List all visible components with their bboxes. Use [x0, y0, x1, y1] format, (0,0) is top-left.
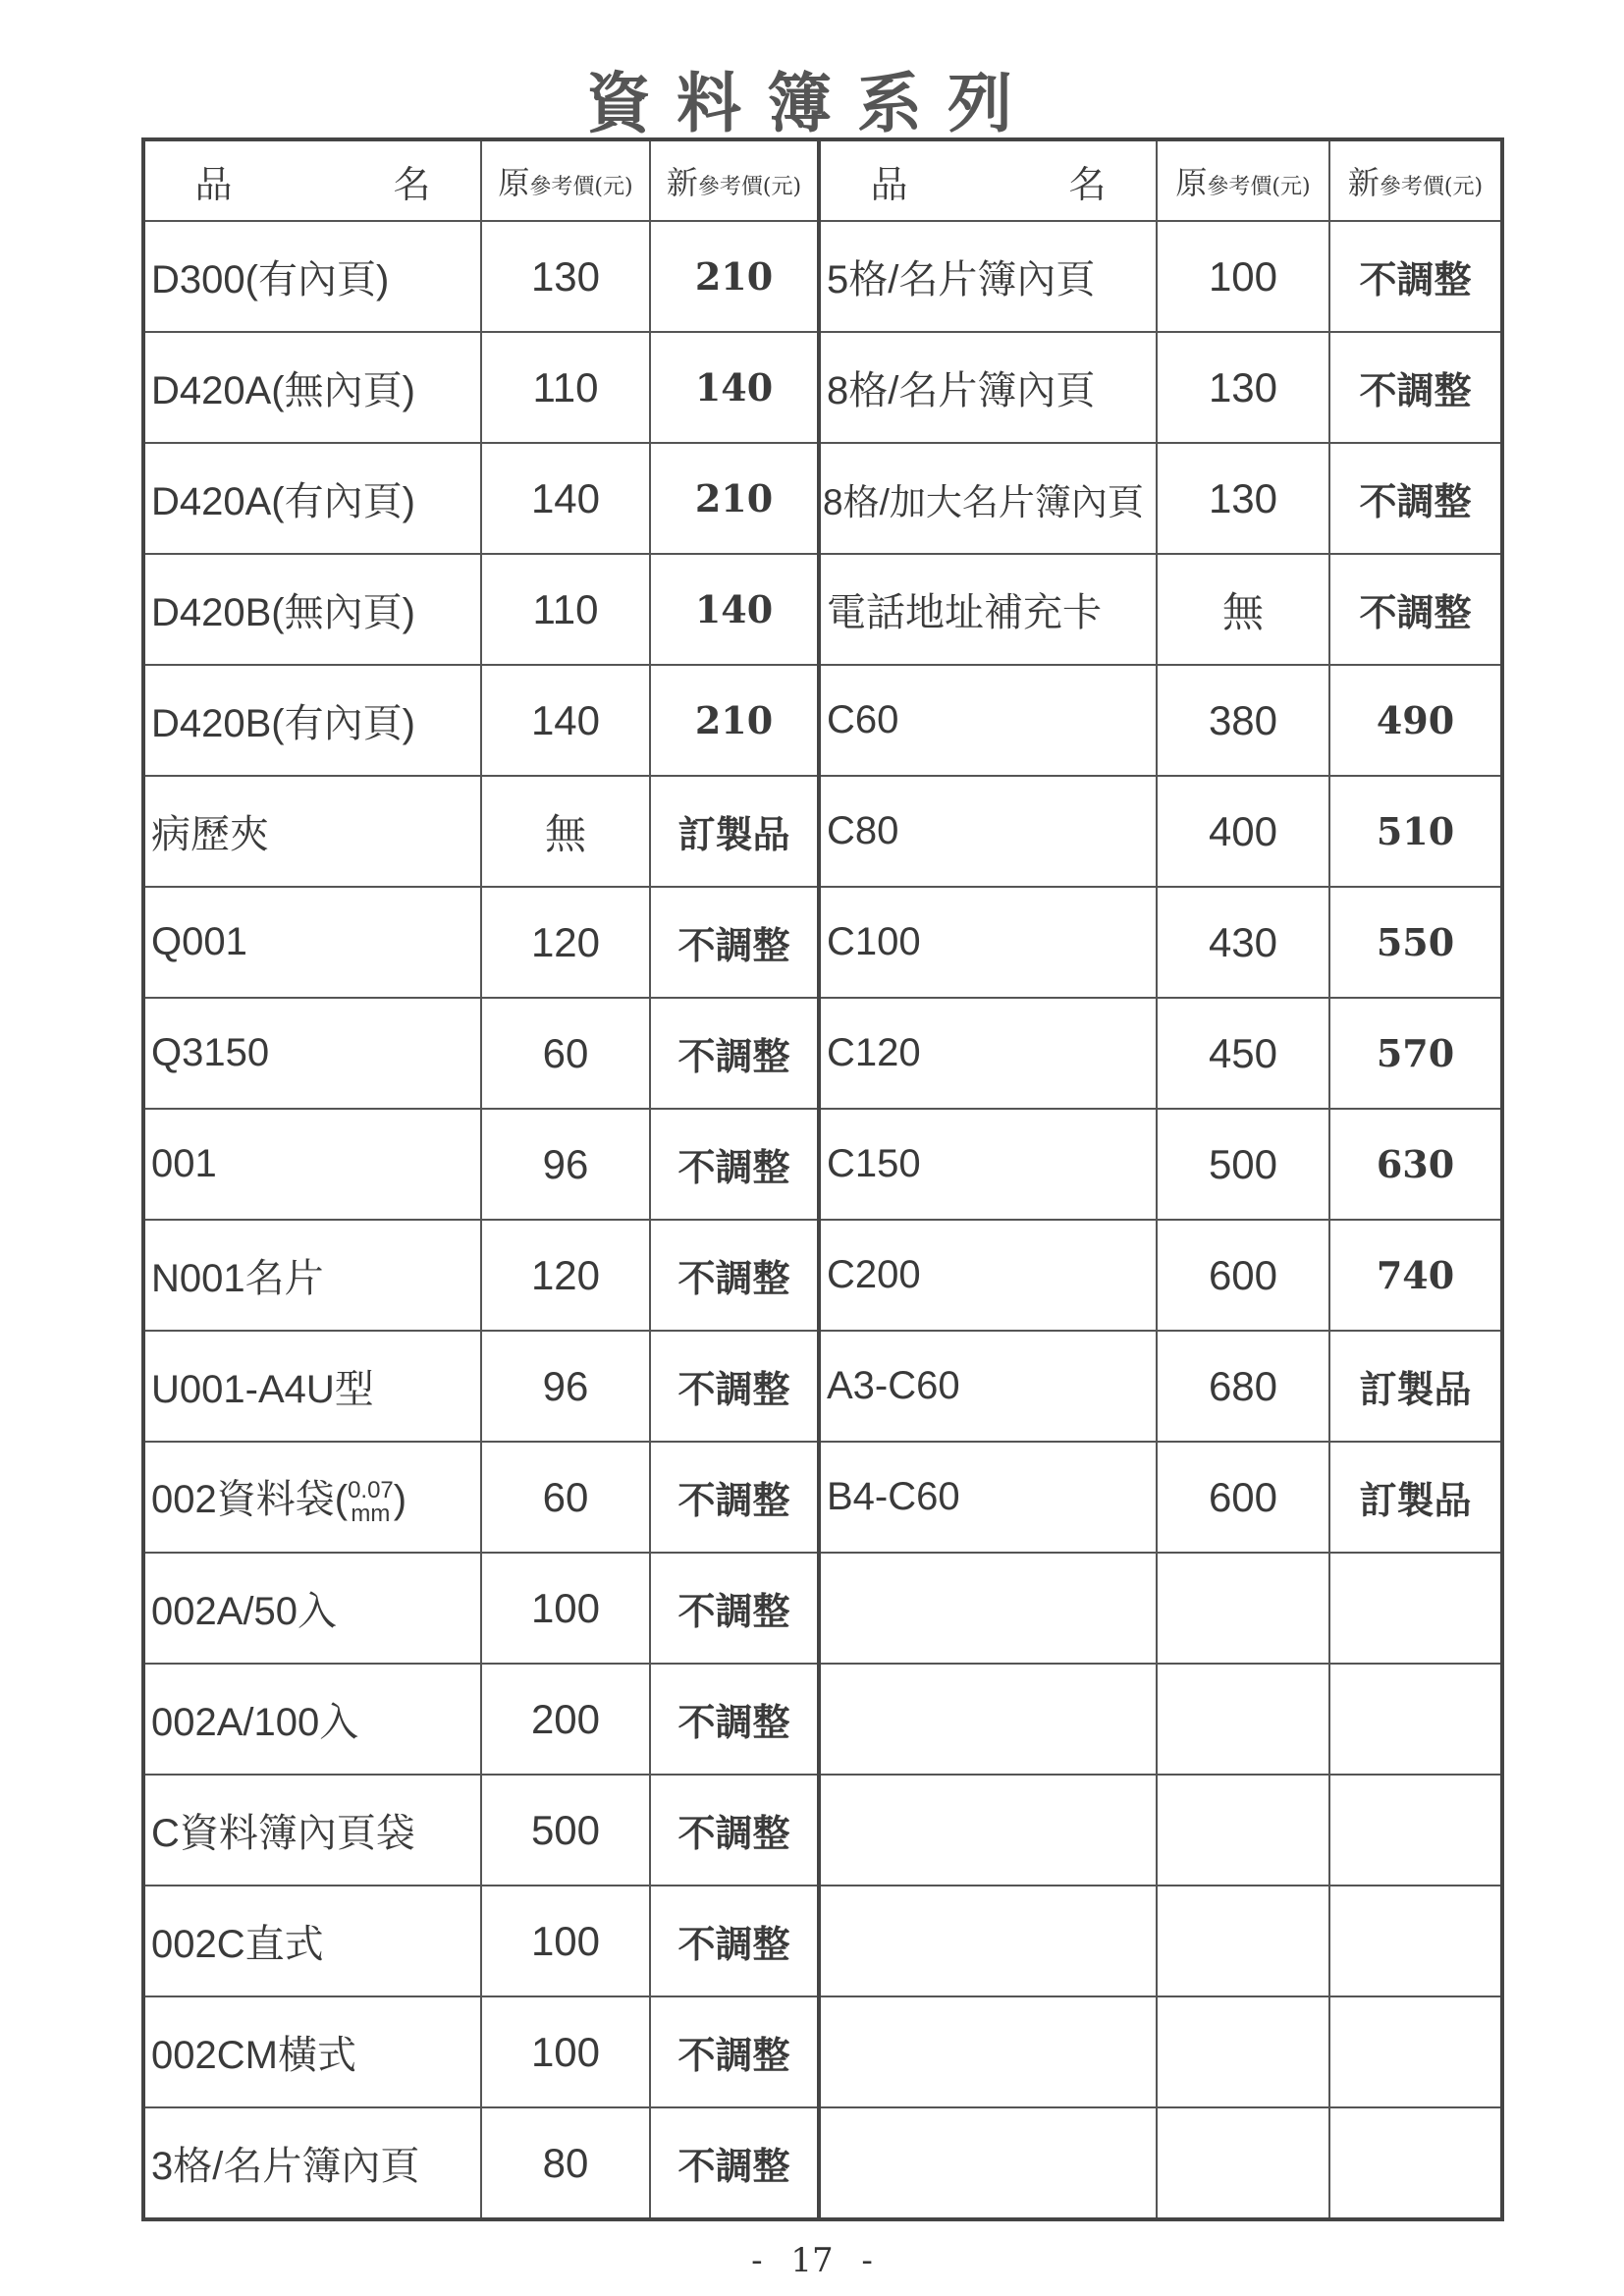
left-new-price: 不調整	[650, 1109, 819, 1220]
right-new-price: 630	[1329, 1109, 1502, 1220]
right-product-name: B4-C60	[819, 1442, 1157, 1553]
left-new-price: 210	[650, 443, 819, 554]
right-product-name	[819, 1886, 1157, 1996]
right-product-name	[819, 2107, 1157, 2219]
left-product-name: 002A/100入	[143, 1664, 481, 1775]
right-product-name: 5格/名片簿內頁	[819, 221, 1157, 332]
right-old-price: 450	[1157, 998, 1329, 1109]
right-new-price: 不調整	[1329, 221, 1502, 332]
left-product-name: 002A/50入	[143, 1553, 481, 1664]
right-new-price	[1329, 1664, 1502, 1775]
table-row	[143, 665, 1502, 776]
right-old-price: 600	[1157, 1220, 1329, 1331]
right-product-name	[819, 1664, 1157, 1775]
right-product-name	[819, 1775, 1157, 1886]
left-new-price: 140	[650, 332, 819, 443]
header-old-price-right: 原參考價(元)	[1157, 139, 1329, 221]
left-new-price: 不調整	[650, 1996, 819, 2107]
right-product-name: C60	[819, 665, 1157, 776]
left-old-price: 120	[481, 887, 650, 998]
right-product-name	[819, 1996, 1157, 2107]
left-product-name: Q3150	[143, 998, 481, 1109]
right-product-name: 電話地址補充卡	[819, 554, 1157, 665]
left-product-name: D420A(有內頁)	[143, 443, 481, 554]
left-old-price: 80	[481, 2107, 650, 2219]
table-row	[143, 554, 1502, 665]
left-product-name: D300(有內頁)	[143, 221, 481, 332]
right-old-price: 680	[1157, 1331, 1329, 1442]
left-old-price: 500	[481, 1775, 650, 1886]
left-old-price: 200	[481, 1664, 650, 1775]
left-product-name: D420B(無內頁)	[143, 554, 481, 665]
table-row	[143, 1996, 1502, 2107]
price-table	[141, 137, 1504, 2221]
left-new-price: 210	[650, 665, 819, 776]
right-product-name: 8格/加大名片簿內頁	[819, 443, 1157, 554]
left-old-price: 無	[481, 776, 650, 887]
right-new-price: 不調整	[1329, 443, 1502, 554]
left-old-price: 140	[481, 443, 650, 554]
right-new-price: 490	[1329, 665, 1502, 776]
left-old-price: 96	[481, 1109, 650, 1220]
left-old-price: 100	[481, 1886, 650, 1996]
right-new-price: 550	[1329, 887, 1502, 998]
left-product-name: D420B(有內頁)	[143, 665, 481, 776]
right-product-name: C200	[819, 1220, 1157, 1331]
header-name-right: 品 名	[819, 139, 1157, 221]
right-new-price: 740	[1329, 1220, 1502, 1331]
header-new-price-right: 新參考價(元)	[1329, 139, 1502, 221]
right-old-price	[1157, 1886, 1329, 1996]
left-product-name: D420A(無內頁)	[143, 332, 481, 443]
left-new-price: 不調整	[650, 2107, 819, 2219]
left-old-price: 96	[481, 1331, 650, 1442]
left-new-price: 不調整	[650, 1220, 819, 1331]
left-product-name: 002資料袋(0.07 mm)	[143, 1442, 481, 1553]
table-row	[143, 1553, 1502, 1664]
right-old-price: 無	[1157, 554, 1329, 665]
right-new-price	[1329, 1553, 1502, 1664]
right-old-price: 400	[1157, 776, 1329, 887]
right-product-name	[819, 1553, 1157, 1664]
right-old-price	[1157, 1664, 1329, 1775]
right-old-price: 500	[1157, 1109, 1329, 1220]
left-old-price: 100	[481, 1996, 650, 2107]
page-title: 資料簿系列	[586, 65, 1038, 141]
left-new-price: 不調整	[650, 998, 819, 1109]
left-old-price: 120	[481, 1220, 650, 1331]
left-old-price: 100	[481, 1553, 650, 1664]
table-row	[143, 1220, 1502, 1331]
left-product-name: U001-A4U型	[143, 1331, 481, 1442]
right-product-name: 8格/名片簿內頁	[819, 332, 1157, 443]
left-product-name: 002C直式	[143, 1886, 481, 1996]
table-row	[143, 776, 1502, 887]
right-old-price: 430	[1157, 887, 1329, 998]
right-new-price: 510	[1329, 776, 1502, 887]
table-row	[143, 1442, 1502, 1553]
page-number: - 17 -	[751, 2241, 873, 2280]
right-old-price: 130	[1157, 332, 1329, 443]
right-product-name: A3-C60	[819, 1331, 1157, 1442]
table-row	[143, 1664, 1502, 1775]
right-old-price	[1157, 1775, 1329, 1886]
right-old-price	[1157, 1996, 1329, 2107]
left-new-price: 不調整	[650, 1442, 819, 1553]
left-product-name: 001	[143, 1109, 481, 1220]
right-product-name: C80	[819, 776, 1157, 887]
table-row	[143, 887, 1502, 998]
header-new-price-left: 新參考價(元)	[650, 139, 819, 221]
right-new-price: 不調整	[1329, 332, 1502, 443]
left-product-name: Q001	[143, 887, 481, 998]
left-old-price: 140	[481, 665, 650, 776]
left-old-price: 60	[481, 998, 650, 1109]
left-new-price: 不調整	[650, 1553, 819, 1664]
table-header-row	[143, 139, 1502, 221]
table-row	[143, 2107, 1502, 2219]
left-new-price: 不調整	[650, 887, 819, 998]
right-old-price: 600	[1157, 1442, 1329, 1553]
left-product-name: C資料簿內頁袋	[143, 1775, 481, 1886]
left-product-name: N001名片	[143, 1220, 481, 1331]
header-old-price-left: 原參考價(元)	[481, 139, 650, 221]
left-new-price: 210	[650, 221, 819, 332]
table-row	[143, 998, 1502, 1109]
right-product-name: C100	[819, 887, 1157, 998]
right-new-price: 訂製品	[1329, 1331, 1502, 1442]
left-new-price: 不調整	[650, 1775, 819, 1886]
table-row	[143, 221, 1502, 332]
right-old-price: 100	[1157, 221, 1329, 332]
table-row	[143, 332, 1502, 443]
left-new-price: 140	[650, 554, 819, 665]
table-row	[143, 1331, 1502, 1442]
right-old-price	[1157, 2107, 1329, 2219]
left-old-price: 110	[481, 554, 650, 665]
left-product-name: 病歷夾	[143, 776, 481, 887]
left-product-name: 002CM橫式	[143, 1996, 481, 2107]
right-new-price	[1329, 1996, 1502, 2107]
left-product-name: 3格/名片簿內頁	[143, 2107, 481, 2219]
right-new-price: 570	[1329, 998, 1502, 1109]
table-row	[143, 1886, 1502, 1996]
right-old-price	[1157, 1553, 1329, 1664]
right-new-price: 不調整	[1329, 554, 1502, 665]
left-new-price: 訂製品	[650, 776, 819, 887]
left-old-price: 110	[481, 332, 650, 443]
right-new-price: 訂製品	[1329, 1442, 1502, 1553]
table-row	[143, 1109, 1502, 1220]
right-new-price	[1329, 1886, 1502, 1996]
left-old-price: 60	[481, 1442, 650, 1553]
right-new-price	[1329, 1775, 1502, 1886]
right-product-name: C150	[819, 1109, 1157, 1220]
left-new-price: 不調整	[650, 1664, 819, 1775]
left-new-price: 不調整	[650, 1886, 819, 1996]
header-name-left: 品 名	[143, 139, 481, 221]
table-row	[143, 443, 1502, 554]
table-row	[143, 1775, 1502, 1886]
right-old-price: 380	[1157, 665, 1329, 776]
right-new-price	[1329, 2107, 1502, 2219]
left-new-price: 不調整	[650, 1331, 819, 1442]
left-old-price: 130	[481, 221, 650, 332]
right-old-price: 130	[1157, 443, 1329, 554]
right-product-name: C120	[819, 998, 1157, 1109]
